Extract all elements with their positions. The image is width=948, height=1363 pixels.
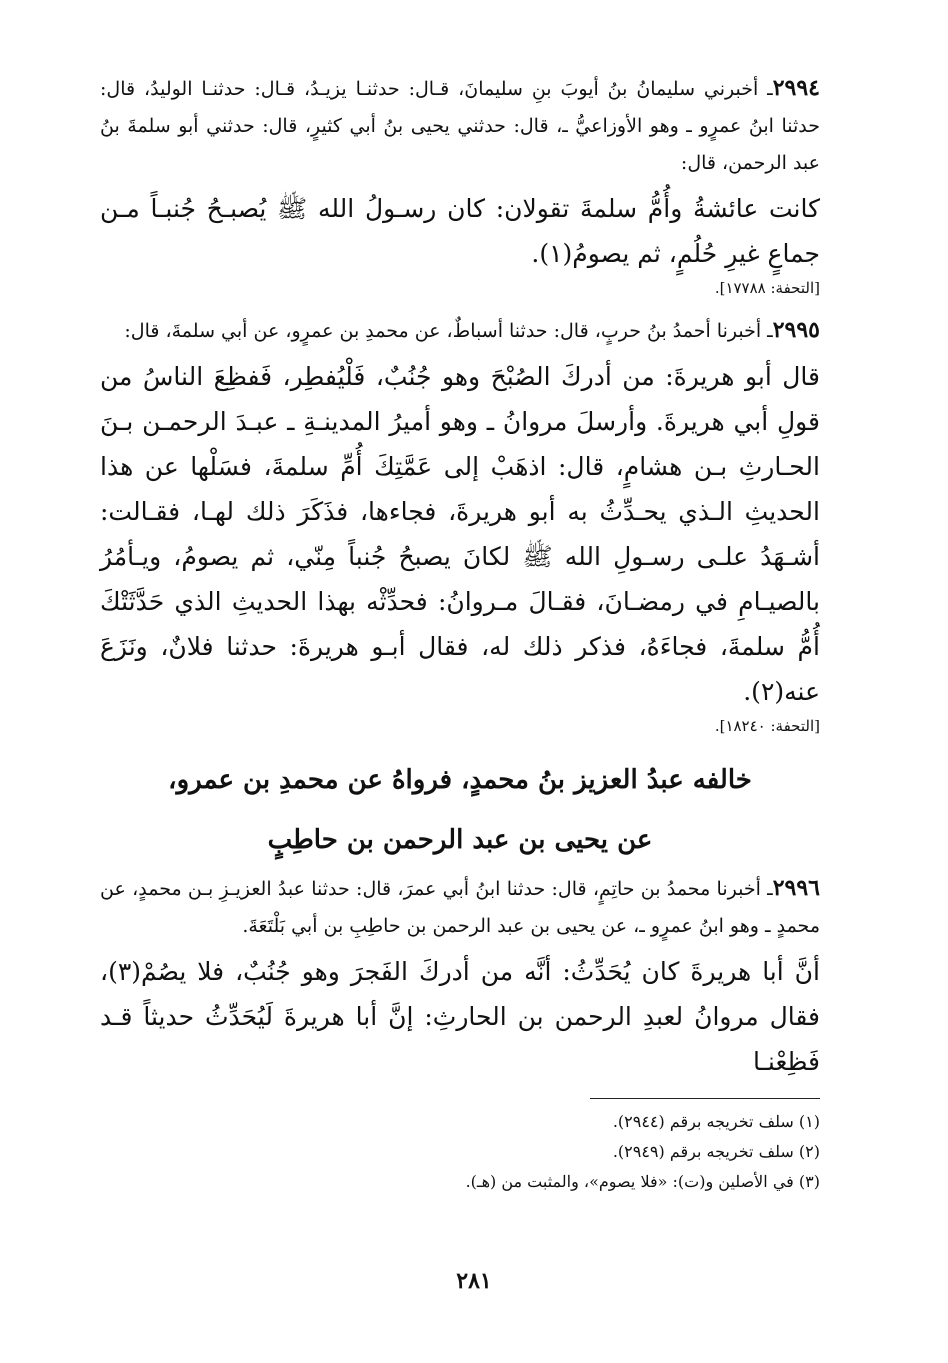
hadith-chain — [100, 312, 820, 350]
hadith-number: ٢٩٩٦ — [772, 875, 820, 901]
footnote-divider — [590, 1098, 820, 1099]
hadith-2994 — [100, 70, 820, 298]
hadith-number: ٢٩٩٥ — [772, 317, 820, 343]
page-number: ٢٨١ — [456, 1268, 492, 1294]
hadith-text: قال أبو هريرةَ: من أدركَ الصُبْحَ وهو جُنُبٌ، فَلْيُفطِر، فَفظِعَ الناسُ من قولِ أبي هريرةَ. وأرسلَ مروانُ ـ وهو أميرُ المدينـةِ ـ عبـدَ الرحمـن بـنَ الحـارثِ بـن هشامٍ، قال: اذهَبْ إلى عَمَّتِكَ أُمِّ سلمةَ، فسَلْها عن هذا الحديثِ الـذي يحـدِّثُ به أبو هريرةَ، فجاءها، فذَكَرَ ذلك لهـا، فقـالت: أشـهَدُ علـى رسـولِ الله ﷺ لكانَ يصبحُ جُنباً مِنّي، ثم يصومُ، ويـأمُرُ بالصيـامِ في رمضـانَ، فقـالَ مـروانُ: فحدِّثْه بهذا الحديثِ الذي حَدَّثَتْكَ أُمُّ سلمةَ، فجاءَهُ، فذكر ذلك له، فقال أبـو هريرةَ: حدثنا فلانٌ، ونَزَعَ عنه(٢). — [100, 362, 820, 706]
section-heading — [100, 750, 820, 870]
footnote: (٢) سلف تخريجه برقم (٢٩٤٩). — [612, 1142, 820, 1161]
hadith-chain — [100, 70, 820, 182]
heading-line: عن يحيى بن عبد الرحمن بن حاطِبٍ — [267, 825, 653, 855]
tuhfa-reference: [التحفة: ١٨٢٤٠]. — [714, 717, 820, 735]
hadith-text: كانت عائشةُ وأُمُّ سلمةَ تقولان: كان رسـولُ الله ﷺ يُصبـحُ جُنبـاً مـن جماعٍ غيرِ حُلُمٍ، ثم يصومُ(١). — [100, 194, 820, 268]
chain-text: ـ أخبرنا أحمدُ بنُ حربٍ، قال: حدثنا أسباطٌ، عن محمدِ بن عمرٍو، عن أبي سلمةَ، قال: — [124, 320, 773, 342]
chain-text: ـ أخبرني سليمانُ بنُ أيوبَ بنِ سليمانَ، قـال: حدثنـا يزيـدُ، قـال: حدثنـا الوليدُ، قال: حدثنا ابنُ عمرٍو ـ وهو الأوزاعيُّ ـ، قال: حدثني يحيى بنُ أبي كثيرٍ، قال: حدثني أبو سلمةَ بنُ عبد الرحمن، قال: — [100, 78, 820, 174]
hadith-2995 — [100, 312, 820, 736]
footnote: (١) سلف تخريجه برقم (٢٩٤٤). — [612, 1112, 820, 1131]
hadith-number: ٢٩٩٤ — [772, 75, 820, 101]
hadith-chain — [100, 870, 820, 945]
heading-line: خالفه عبدُ العزيز بنُ محمدٍ، فرواهُ عن محمدِ بن عمرو، — [168, 765, 752, 795]
chain-text: ـ أخبرنا محمدُ بن حاتِمٍ، قال: حدثنا ابنُ أبي عمرَ، قال: حدثنا عبدُ العزيـزِ بـن محمدٍ، عن محمدٍ ـ وهو ابنُ عمرٍو ـ، عن يحيى بن عبد الرحمن بن حاطِبِ بن أبي بَلْتَعَةَ. — [100, 878, 820, 937]
hadith-text: أنَّ أبا هريرةَ كان يُحَدِّثُ: أنَّه من أدركَ الفَجرَ وهو جُنُبٌ، فلا يصُمْ(٣)، فقال مروانُ لعبدِ الرحمن بن الحارثِ: إنَّ أبا هريرةَ لَيُحَدِّثُ حديثاً قـد فَظِعْنـا — [100, 957, 820, 1076]
footnotes — [100, 1107, 820, 1197]
tuhfa-reference: [التحفة: ١٧٧٨٨]. — [714, 279, 820, 297]
footnote: (٣) في الأصلين و(ت): «فلا يصوم»، والمثبت من (هـ). — [465, 1172, 820, 1191]
hadith-2996 — [100, 870, 820, 1084]
page-body — [100, 70, 820, 1197]
